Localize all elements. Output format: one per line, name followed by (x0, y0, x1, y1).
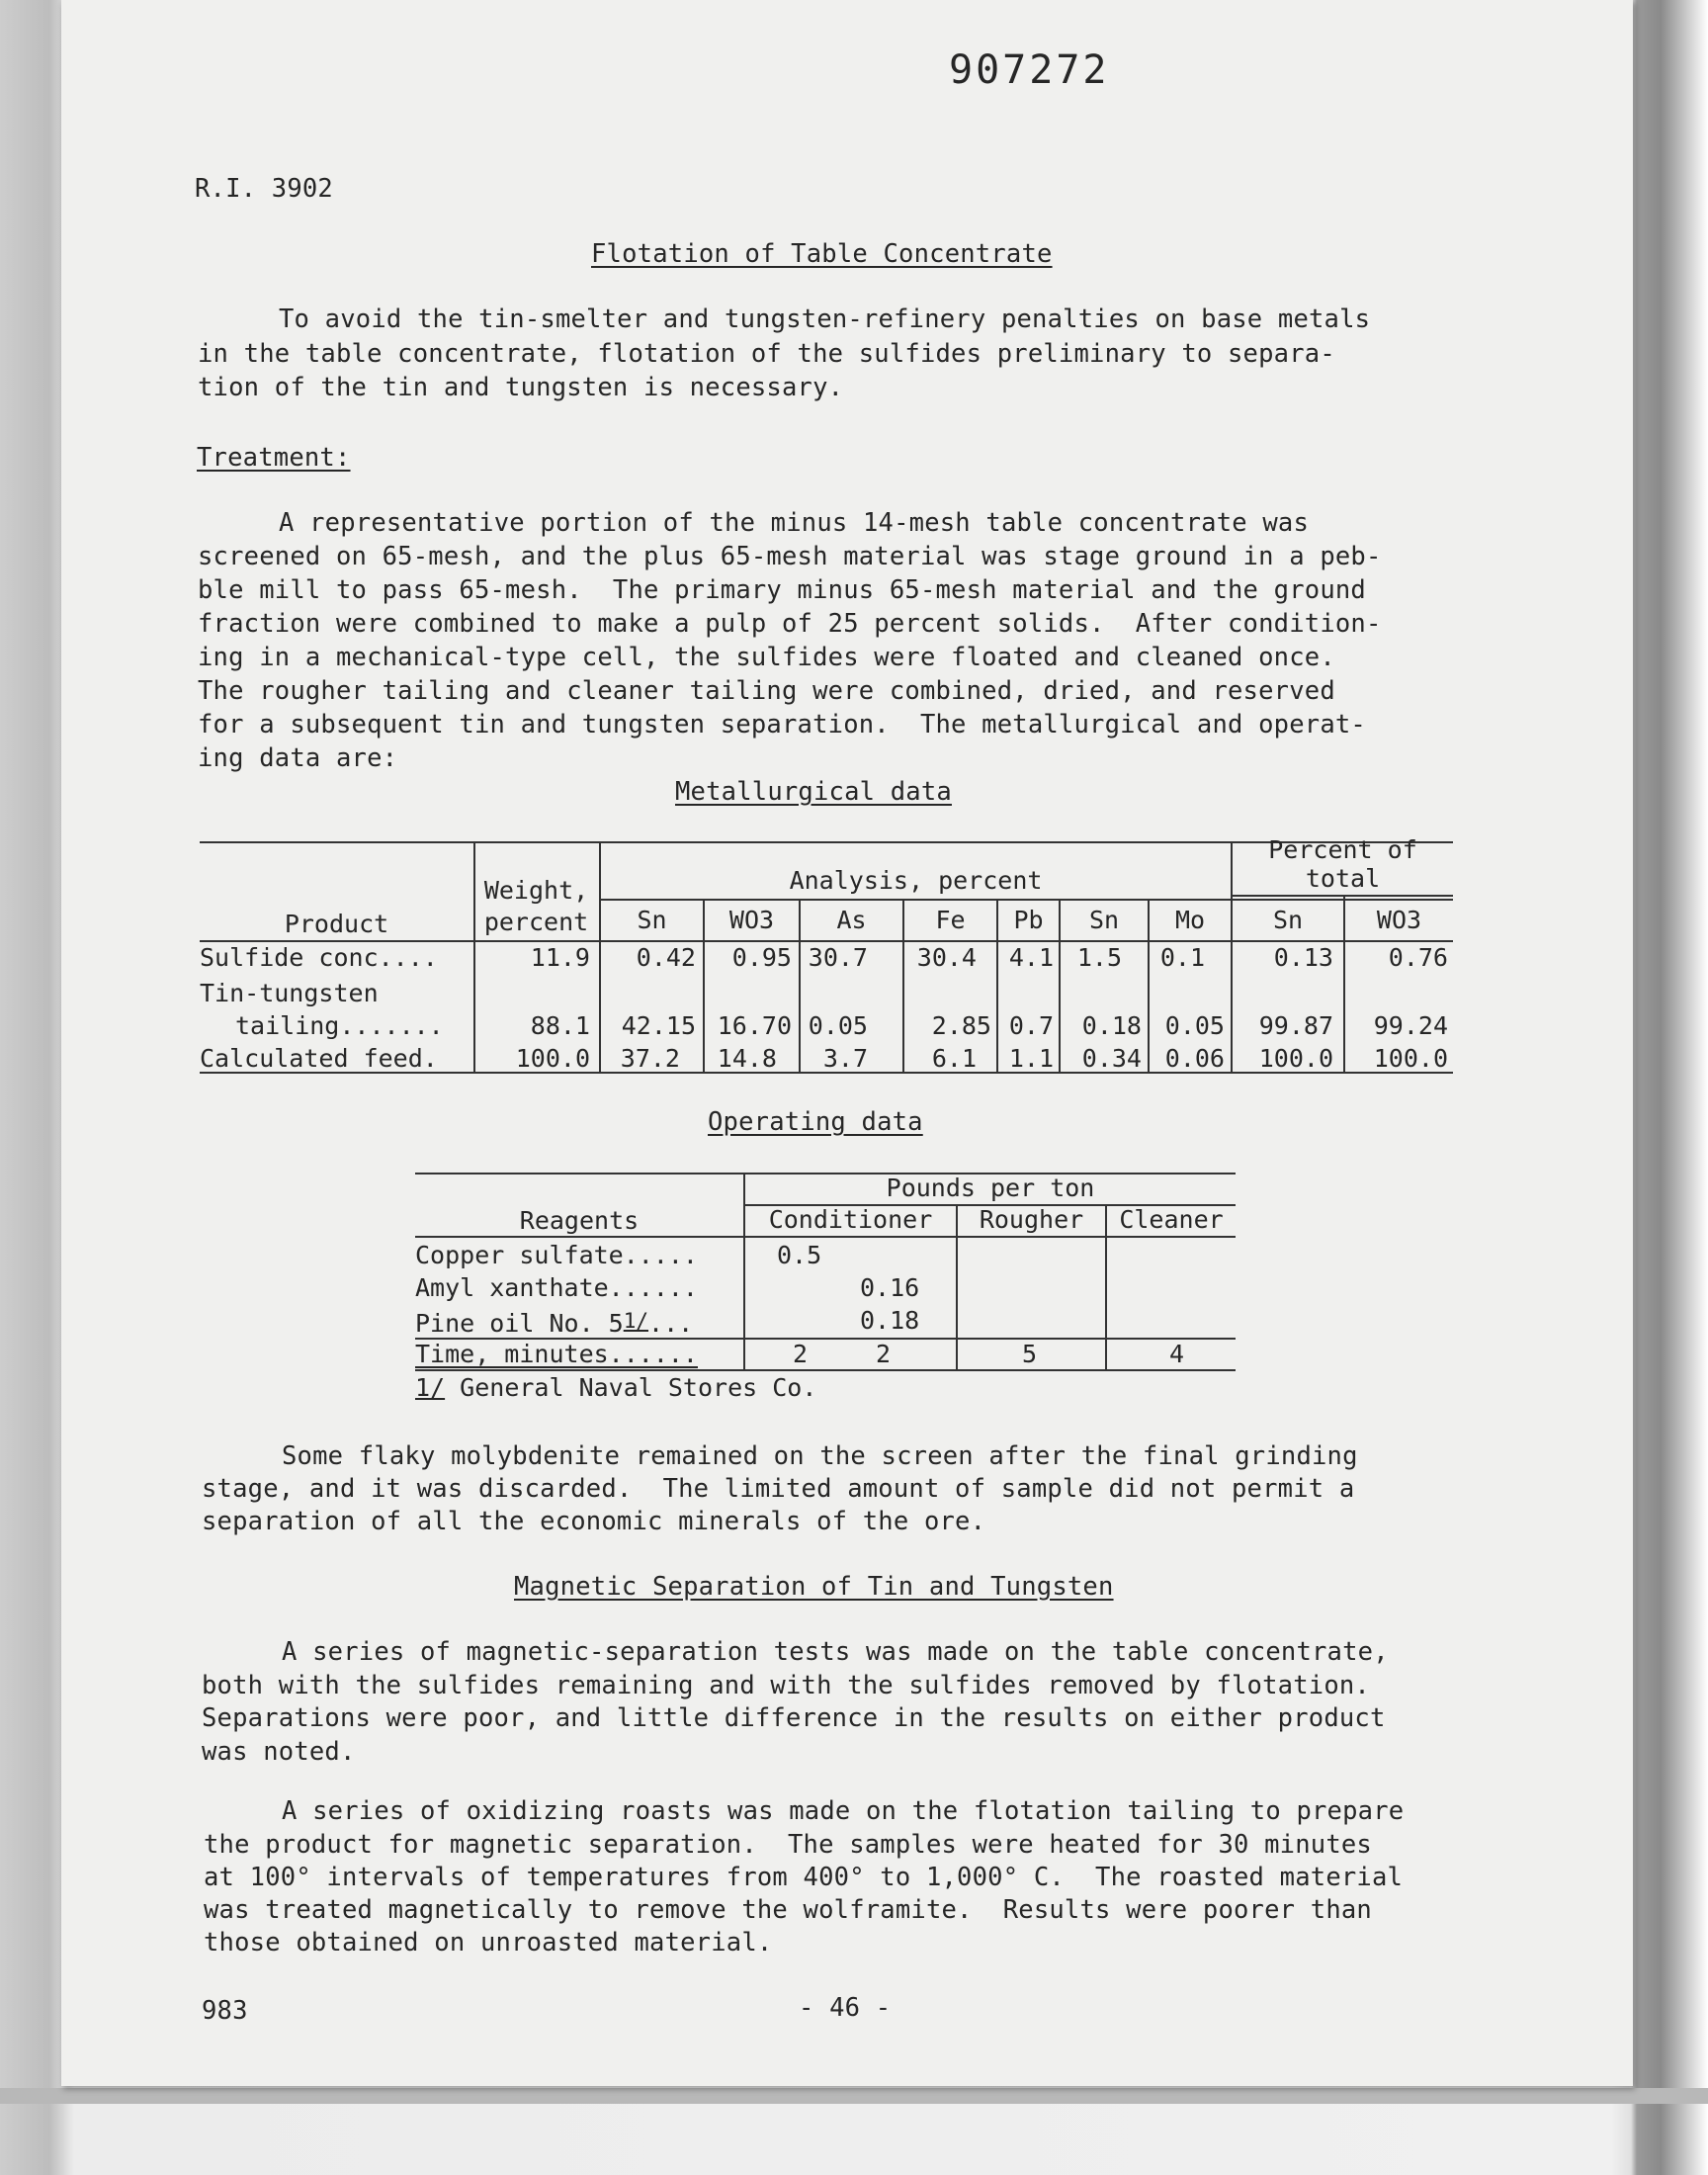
product-cell: Sulfide conc.... (200, 943, 438, 972)
value-cell: 0.18 (860, 1306, 920, 1335)
col-header-sn: Sn (637, 906, 667, 934)
text-line: stage, and it was discarded. The limited amount of sample did not permit a (202, 1474, 1355, 1504)
value-cell: 4 (1169, 1340, 1185, 1368)
col-header-conditioner: Conditioner (768, 1205, 933, 1234)
table-rule (1231, 895, 1453, 897)
page-number: - 46 - (799, 1993, 892, 2023)
col-header-weight: percent (483, 908, 589, 936)
product-cell: Tin-tungsten (200, 979, 379, 1007)
col-header-analysis: Analysis, percent (789, 866, 1043, 895)
table-rule (601, 899, 1453, 901)
value-cell: 100.0 (1373, 1044, 1448, 1073)
text-line: those obtained on unroasted material. (204, 1928, 773, 1958)
report-number: R.I. 3902 (195, 174, 333, 204)
weight-cell: 11.9 (530, 943, 590, 972)
col-header-total-wo3: WO3 (1376, 906, 1422, 934)
value-cell: 99.87 (1258, 1011, 1333, 1040)
footnote-ref: 1/ (623, 1309, 649, 1333)
col-header-pb: Pb (1013, 906, 1044, 934)
table-rule-header (415, 1236, 1236, 1238)
col-header-percent-total: Percent of (1268, 835, 1417, 864)
text-line: at 100° intervals of temperatures from 400° to 1,000° C. The roasted material (204, 1863, 1404, 1892)
text-line: ing in a mechanical-type cell, the sulfides were floated and cleaned once. (198, 643, 1335, 672)
text-line: ble mill to pass 65-mesh. The primary minus 65-mesh material and the ground (198, 575, 1366, 605)
value-cell: 0.05 (1164, 1011, 1225, 1040)
reagent-name: Pine oil No. 5 (415, 1309, 624, 1338)
col-header-cleaner: Cleaner (1119, 1205, 1224, 1234)
reagent-cell (415, 1306, 693, 1339)
col-header-reagents: Reagents (519, 1206, 640, 1235)
col-header-total-sn: Sn (1272, 906, 1304, 934)
col-header-weight: Weight, (483, 876, 589, 905)
value-cell: 0.34 (1081, 1044, 1142, 1073)
value-cell: 0.7 (1008, 1011, 1054, 1040)
table-footnote (415, 1373, 816, 1403)
value-cell: 2 (793, 1340, 809, 1368)
table-col-rule (743, 1174, 745, 1369)
text-line: Separations were poor, and little difference in the results on either product (202, 1703, 1386, 1733)
col-header-sn: Sn (1088, 906, 1120, 934)
metallurgical-caption: Metallurgical data (675, 777, 952, 807)
text-line: A representative portion of the minus 14-mesh table concentrate was (279, 508, 1310, 538)
operating-caption: Operating data (708, 1107, 923, 1137)
product-cell: Calculated feed. (200, 1044, 438, 1073)
document-stamp-number: 907272 (949, 47, 1110, 93)
value-cell: 0.13 (1273, 943, 1333, 972)
text-line: fraction were combined to make a pulp of 25 percent solids. After condition- (198, 609, 1382, 639)
value-cell: 2.85 (931, 1011, 991, 1040)
text-line: separation of all the economic minerals of the ore. (202, 1507, 986, 1536)
text-line: was treated magnetically to remove the wolframite. Results were poorer than (204, 1895, 1372, 1925)
value-cell: 0.42 (636, 943, 696, 972)
col-header-rougher: Rougher (979, 1205, 1084, 1234)
value-cell: 5 (1022, 1340, 1038, 1368)
col-header-product: Product (284, 910, 389, 938)
value-cell: 6.1 (931, 1044, 977, 1073)
leader-dots: ... (648, 1309, 694, 1338)
weight-cell: 88.1 (530, 1011, 590, 1040)
text-line: screened on 65-mesh, and the plus 65-mesh material was stage ground in a peb- (198, 542, 1382, 571)
value-cell: 30.7 (808, 943, 868, 972)
text-line: the product for magnetic separation. The samples were heated for 30 minutes (204, 1830, 1372, 1860)
text-line: A series of magnetic-separation tests was made on the table concentrate, (282, 1637, 1389, 1667)
footer-code: 983 (202, 1996, 248, 2026)
value-cell: 0.76 (1388, 943, 1448, 972)
value-cell: 1.1 (1008, 1044, 1054, 1073)
value-cell: 3.7 (822, 1044, 868, 1073)
value-cell: 4.1 (1008, 943, 1054, 972)
text-line: ing data are: (198, 743, 398, 773)
col-header-fe: Fe (935, 906, 966, 934)
text-line: A series of oxidizing roasts was made on the flotation tailing to prepare (282, 1796, 1405, 1826)
col-header-mo: Mo (1174, 906, 1206, 934)
col-header-pounds-per-ton: Pounds per ton (886, 1174, 1095, 1202)
table-rule-bottom (415, 1369, 1236, 1371)
value-cell: 30.4 (916, 943, 977, 972)
value-cell: 0.05 (808, 1011, 868, 1040)
table-rule-header (200, 940, 1453, 942)
scanner-strip (0, 2088, 1708, 2104)
value-cell: 2 (876, 1340, 892, 1368)
text-line: was noted. (202, 1737, 356, 1767)
value-cell: 0.18 (1081, 1011, 1142, 1040)
weight-cell: 100.0 (515, 1044, 590, 1073)
reagent-cell: Amyl xanthate...... (415, 1273, 698, 1302)
text-line: for a subsequent tin and tungsten separation. The metallurgical and operat- (198, 710, 1366, 740)
value-cell: 0.16 (860, 1273, 920, 1302)
section-heading: Magnetic Separation of Tin and Tungsten (514, 1572, 1114, 1602)
text-line: tion of the tin and tungsten is necessary. (198, 373, 844, 402)
text-line: both with the sulfides remaining and with the sulfides removed by flotation. (202, 1671, 1370, 1700)
text-line: To avoid the tin-smelter and tungsten-refinery penalties on base metals (279, 304, 1371, 334)
text-line: in the table concentrate, flotation of the sulfides preliminary to separa- (198, 339, 1335, 369)
value-cell: 1.5 (1076, 943, 1122, 972)
value-cell: 100.0 (1258, 1044, 1333, 1073)
product-cell: tailing....... (235, 1011, 444, 1040)
value-cell: 0.1 (1159, 943, 1205, 972)
footnote-mark: 1/ (415, 1373, 446, 1402)
value-cell: 16.70 (717, 1011, 792, 1040)
value-cell: 0.5 (777, 1241, 822, 1269)
value-cell: 14.8 (717, 1044, 777, 1073)
page-title: Flotation of Table Concentrate (591, 239, 1053, 269)
col-header-percent-total: total (1305, 864, 1381, 893)
treatment-heading: Treatment: (197, 443, 351, 473)
value-cell: 37.2 (620, 1044, 680, 1073)
value-cell: 0.06 (1164, 1044, 1225, 1073)
col-header-wo3: WO3 (728, 906, 775, 934)
value-cell: 99.24 (1373, 1011, 1448, 1040)
footnote-text: General Naval Stores Co. (445, 1373, 817, 1402)
text-line: Some flaky molybdenite remained on the screen after the final grinding (282, 1441, 1358, 1471)
reagent-cell: Copper sulfate..... (415, 1241, 698, 1269)
reagent-cell: Time, minutes...... (415, 1340, 698, 1368)
text-line: The rougher tailing and cleaner tailing were combined, dried, and reserved (198, 676, 1335, 706)
value-cell: 0.95 (731, 943, 792, 972)
value-cell: 42.15 (621, 1011, 696, 1040)
col-header-as: As (836, 906, 867, 934)
